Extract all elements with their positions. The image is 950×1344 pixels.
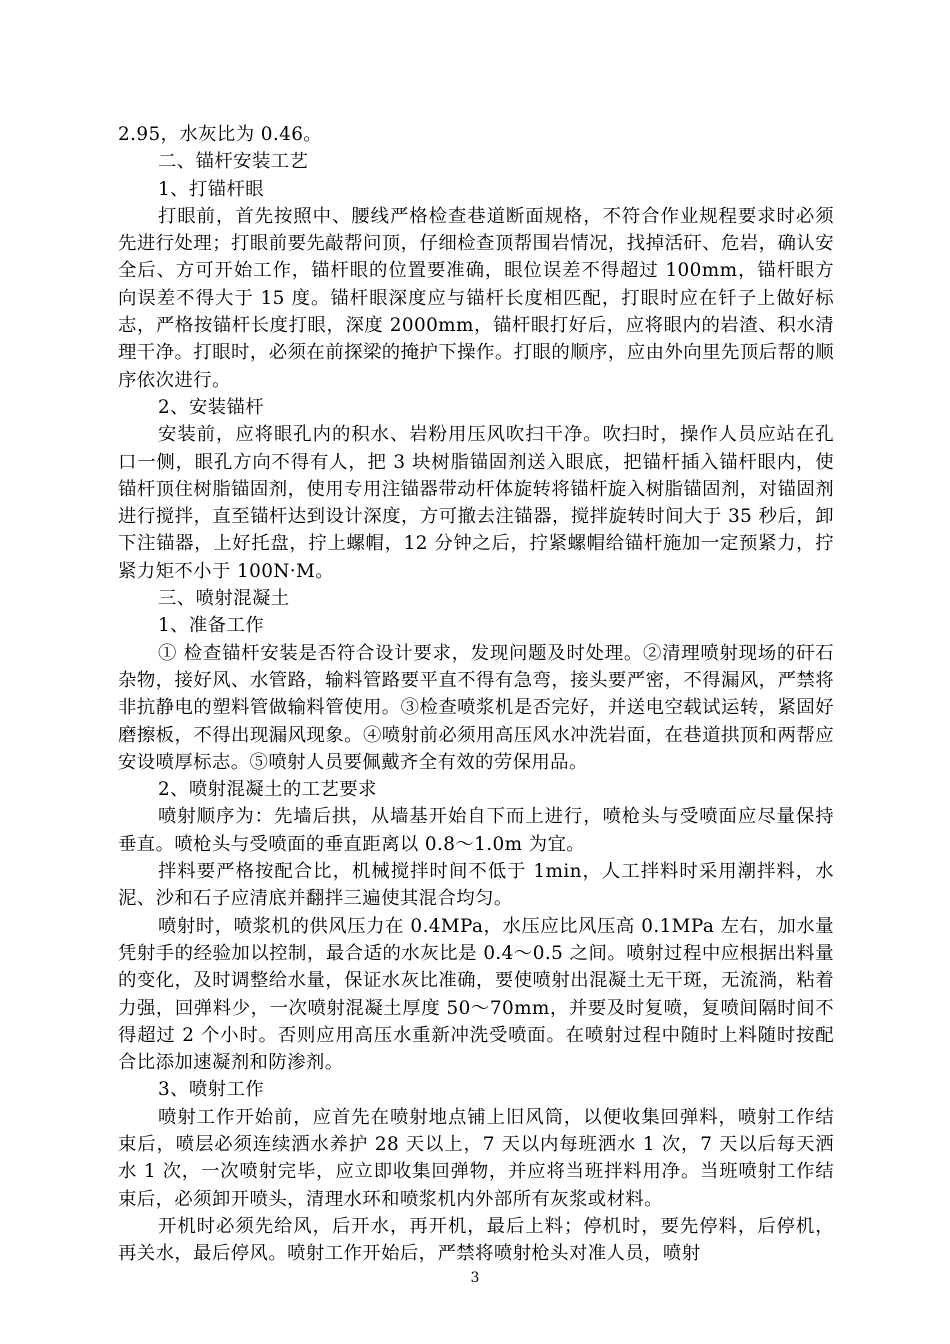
document-body	[118, 121, 834, 1267]
subheading-install-bolt: 2、安装锚杆	[158, 396, 265, 418]
paragraph: 喷射工作开始前，应首先在喷射地点铺上旧风筒，以便收集回弹料，喷射工作结束后，喷层必须连续洒水养护 28 天以上，7 天以内每班洒水 1 次，7 天以后每天洒水 1 次，一次喷射完毕，应立即收集回弹物，并应将当班拌料用净。当班喷射工作结束后，必须卸开喷头，清理水环和喷浆机内外部所有灰浆或材料。	[118, 1106, 834, 1210]
subheading-drilling: 1、打锚杆眼	[158, 178, 265, 200]
subheading-preparation: 1、准备工作	[158, 615, 265, 637]
section-heading-anchor-bolt-installation: 二、锚杆安装工艺	[158, 151, 309, 173]
subheading-spraying-work: 3、喷射工作	[158, 1079, 265, 1101]
paragraph: 打眼前，首先按照中、腰线严格检查巷道断面规格，不符合作业规程要求时必须先进行处理；打眼前要先敲帮问顶，仔细检查顶帮围岩情况，找掉活矸、危岩，确认安全后、方可开始工作，锚杆眼的位置要准确，眼位误差不得超过 100mm，锚杆眼方向误差不得大于 15 度。锚杆眼深度应与锚杆长度相匹配，打眼时应在钎子上做好标志，严格按锚杆长度打眼，深度 2000mm，锚杆眼打好后，应将眼内的岩渣、积水清理干净。打眼时，必须在前探梁的掩护下操作。打眼的顺序，应由外向里先顶后帮的顺序依次进行。	[118, 205, 834, 391]
paragraph: ① 检查锚杆安装是否符合设计要求，发现问题及时处理。②清理喷射现场的矸石杂物，接好风、水管路，输料管路要平直不得有急弯，接头要严密，不得漏风，严禁将非抗静电的塑料管做输料管使用。③检查喷浆机是否完好，并送电空载试运转，紧固好磨擦板，不得出现漏风现象。④喷射前必须用高压风水冲洗岩面，在巷道拱顶和两帮应安设喷厚标志。⑤喷射人员要佩戴齐全有效的劳保用品。	[118, 642, 834, 773]
paragraph: 喷射顺序为：先墙后拱，从墙基开始自下而上进行，喷枪头与受喷面应尽量保持垂直。喷枪头与受喷面的垂直距离以 0.8～1.0m 为宜。	[118, 806, 834, 855]
paragraph: 拌料要严格按配合比，机械搅拌时间不低于 1min，人工拌料时采用潮拌料，水泥、沙和石子应清底并翻拌三遍使其混合均匀。	[118, 861, 834, 910]
paragraph: 安装前，应将眼孔内的积水、岩粉用压风吹扫干净。吹扫时，操作人员应站在孔口一侧，眼孔方向不得有人，把 3 块树脂锚固剂送入眼底，把锚杆插入锚杆眼内，使锚杆顶住树脂锚固剂，使用专用注锚器带动杆体旋转将锚杆旋入树脂锚固剂，对锚固剂进行搅拌，直至锚杆达到设计深度，方可撤去注锚器，搅拌旋转时间大于 35 秒后，卸下注锚器，上好托盘，拧上螺帽，12 分钟之后，拧紧螺帽给锚杆施加一定预紧力，拧紧力矩不小于 100N·M。	[118, 424, 834, 582]
subheading-process-requirements: 2、喷射混凝土的工艺要求	[158, 779, 377, 801]
paragraph: 开机时必须先给风，后开水，再开机，最后上料；停机时，要先停料，后停机，再关水，最后停风。喷射工作开始后，严禁将喷射枪头对准人员，喷射	[118, 1215, 834, 1265]
paragraph: 喷射时，喷浆机的供风压力在 0.4MPa，水压应比风压高 0.1MPa 左右，加水量凭射手的经验加以控制，最合适的水灰比是 0.4～0.5 之间。喷射过程中应根据出料量的变化，及时调整给水量，保证水灰比准确，要使喷射出混凝土无干斑，无流淌，粘着力强，回弹料少，一次喷射混凝土厚度 50～70mm，并要及时复喷，复喷间隔时间不得超过 2 个小时。否则应用高压水重新冲洗受喷面。在喷射过程中随时上料随时按配合比添加速凝剂和防渗剂。	[118, 915, 834, 1074]
page-number: 3	[470, 1270, 480, 1286]
paragraph: 2.95，水灰比为 0.46。	[118, 124, 323, 145]
section-heading-shotcrete: 三、喷射混凝土	[158, 588, 290, 610]
